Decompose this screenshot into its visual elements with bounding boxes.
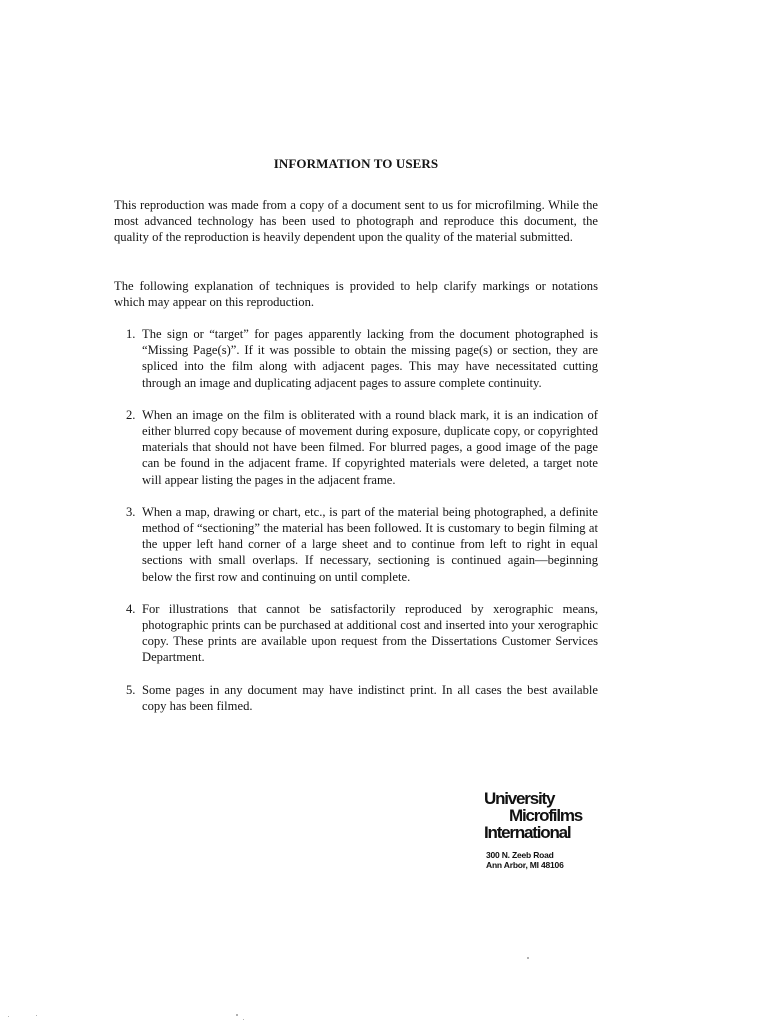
list-item-number: 2. <box>126 407 136 422</box>
list-item-number: 3. <box>126 504 136 519</box>
logo-line-microfilms: Microfilms <box>509 806 583 825</box>
scan-speck <box>527 957 529 959</box>
list-item <box>126 601 598 666</box>
publisher-address <box>486 850 564 870</box>
scan-speck <box>243 1019 244 1020</box>
list-item-number: 1. <box>126 327 136 341</box>
list-item-text: When an image on the film is obliterated with a round black mark, it is an indication of either blurred copy because of movement during exposure, duplicate copy, or copyrighted materials that should not have been filmed. For blurred pages, a good image of the page can be found in the adjacent frame. If copyrighted materials were deleted, a target note will appear listing the pages in the adjacent frame. <box>142 407 598 487</box>
page-heading: INFORMATION TO USERS <box>273 156 439 171</box>
address-street: 300 N. Zeeb Road <box>486 850 554 860</box>
list-item <box>126 682 598 714</box>
list-item <box>126 326 598 391</box>
list-item <box>126 504 598 585</box>
explanation-paragraph: The following explanation of techniques is provided to help clarify markings or notations which may appear on this reproduction. <box>114 279 598 310</box>
address-city: Ann Arbor, MI 48106 <box>486 860 564 870</box>
list-item-number: 5. <box>126 682 136 697</box>
list-item-text: When a map, drawing or chart, etc., is part of the material being photographed, a definite method of “sectioning” the material has been followed. It is customary to begin filming at the upper left hand corner of a large sheet and to continue from left to right in equal sections with small overlaps. If necessary, sectioning is continued again—beginning below the first row and continuing on until complete. <box>142 504 598 584</box>
list-item-text: For illustrations that cannot be satisfactorily reproduced by xerographic means, photographic prints can be purchased at additional cost and inserted into your xerographic copy. These prints are available upon request from the Dissertations Customer Services Department. <box>142 601 598 665</box>
list-item-text: The sign or “target” for pages apparently lacking from the document photographed is “Missing Page(s)”. If it was possible to obtain the missing page(s) or section, they are spliced into the film along with adjacent pages. This may have necessitated cutting through an image and duplicating adjacent pages to assure complete continuity. <box>142 327 598 390</box>
techniques-list <box>126 326 598 730</box>
list-item <box>126 407 598 488</box>
scan-speck <box>36 1015 37 1016</box>
logo-line-university: University <box>484 789 555 808</box>
list-item-number: 4. <box>126 601 136 616</box>
scan-speck <box>8 1016 9 1017</box>
scan-speck <box>236 1014 238 1016</box>
logo-line-international: International <box>484 823 571 842</box>
intro-paragraph: This reproduction was made from a copy of a document sent to us for microfilming. While the most advanced technology has been used to photograph and reproduce this document, the quality of the reproduction is heavily dependent upon the quality of the material submitted. <box>114 198 598 245</box>
list-item-text: Some pages in any document may have indistinct print. In all cases the best available copy has been filmed. <box>142 682 598 713</box>
umi-logo <box>484 790 582 841</box>
